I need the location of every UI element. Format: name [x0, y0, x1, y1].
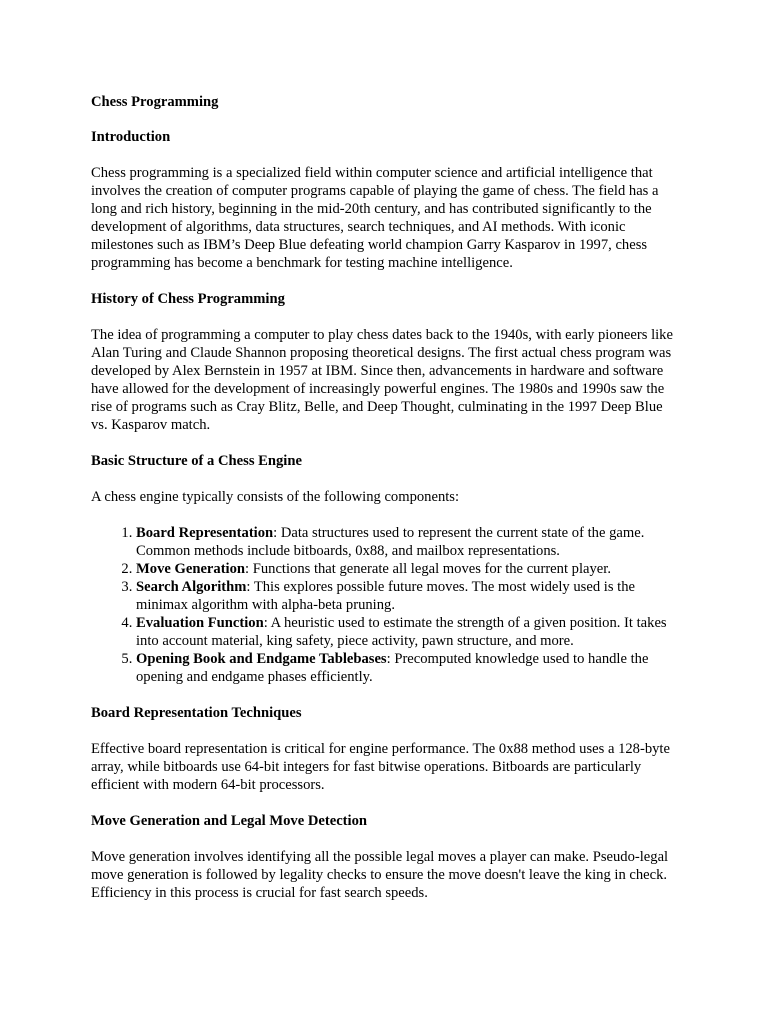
heading-board-representation: Board Representation Techniques [91, 705, 302, 721]
heading-history: History of Chess Programming [91, 291, 285, 307]
document-title: Chess Programming [91, 94, 219, 110]
list-item [136, 524, 681, 560]
list-item-term: Move Generation [136, 561, 246, 577]
list-item-term: Board Representation [136, 525, 274, 541]
list-item-text: : Data structures used to represent the current state of the game. Common methods include bitboards, 0x88, and mailbox representations. [136, 525, 645, 559]
list-item [136, 560, 681, 578]
list-item-text: : This explores possible future moves. The most widely used is the minimax algorithm with alpha-beta pruning. [136, 579, 635, 613]
list-item-term: Opening Book and Endgame Tablebases [136, 651, 387, 667]
heading-move-generation: Move Generation and Legal Move Detection [91, 813, 368, 829]
paragraph-introduction: Chess programming is a specialized field within computer science and artificial intelligence that involves the creation of computer programs capable of playing the game of chess. The field has a long and rich history, beginning in the mid-20th century, and has contributed significantly to the development of algorithms, data structures, search techniques, and AI methods. With iconic milestones such as IBM’s Deep Blue defeating world champion Garry Kasparov in 1997, chess programming has become a benchmark for testing machine intelligence. [91, 165, 659, 271]
list-item [136, 614, 681, 650]
paragraph-engine-structure: A chess engine typically consists of the following components: [91, 489, 460, 505]
list-item [136, 578, 681, 614]
paragraph-move-generation: Move generation involves identifying all the possible legal moves a player can make. Pseudo-legal move generation is followed by legality checks to ensure the move doesn't leave the king in check. Efficiency in this process is crucial for fast search speeds. [91, 849, 669, 901]
list-item-text: : A heuristic used to estimate the strength of a given position. It takes into account material, king safety, piece activity, pawn structure, and more. [136, 615, 667, 649]
document-page [91, 93, 681, 920]
components-list [91, 524, 681, 686]
list-item [136, 650, 681, 686]
list-item-text: : Functions that generate all legal moves for the current player. [245, 561, 611, 577]
paragraph-board-representation: Effective board representation is critical for engine performance. The 0x88 method uses a 128-byte array, while bitboards use 64-bit integers for fast bitwise operations. Bitboards are particularly efficient with modern 64-bit processors. [91, 741, 670, 793]
paragraph-history: The idea of programming a computer to play chess dates back to the 1940s, with early pioneers like Alan Turing and Claude Shannon proposing theoretical designs. The first actual chess program was developed by Alex Bernstein in 1957 at IBM. Since then, advancements in hardware and software have allowed for the development of increasingly powerful engines. The 1980s and 1990s saw the rise of programs such as Cray Blitz, Belle, and Deep Thought, culminating in the 1997 Deep Blue vs. Kasparov match. [91, 327, 673, 433]
list-item-term: Search Algorithm [136, 579, 247, 595]
list-item-term: Evaluation Function [136, 615, 264, 631]
heading-introduction: Introduction [91, 129, 171, 145]
heading-engine-structure: Basic Structure of a Chess Engine [91, 453, 302, 469]
list-item-text: : Precomputed knowledge used to handle the opening and endgame phases efficiently. [136, 651, 649, 685]
